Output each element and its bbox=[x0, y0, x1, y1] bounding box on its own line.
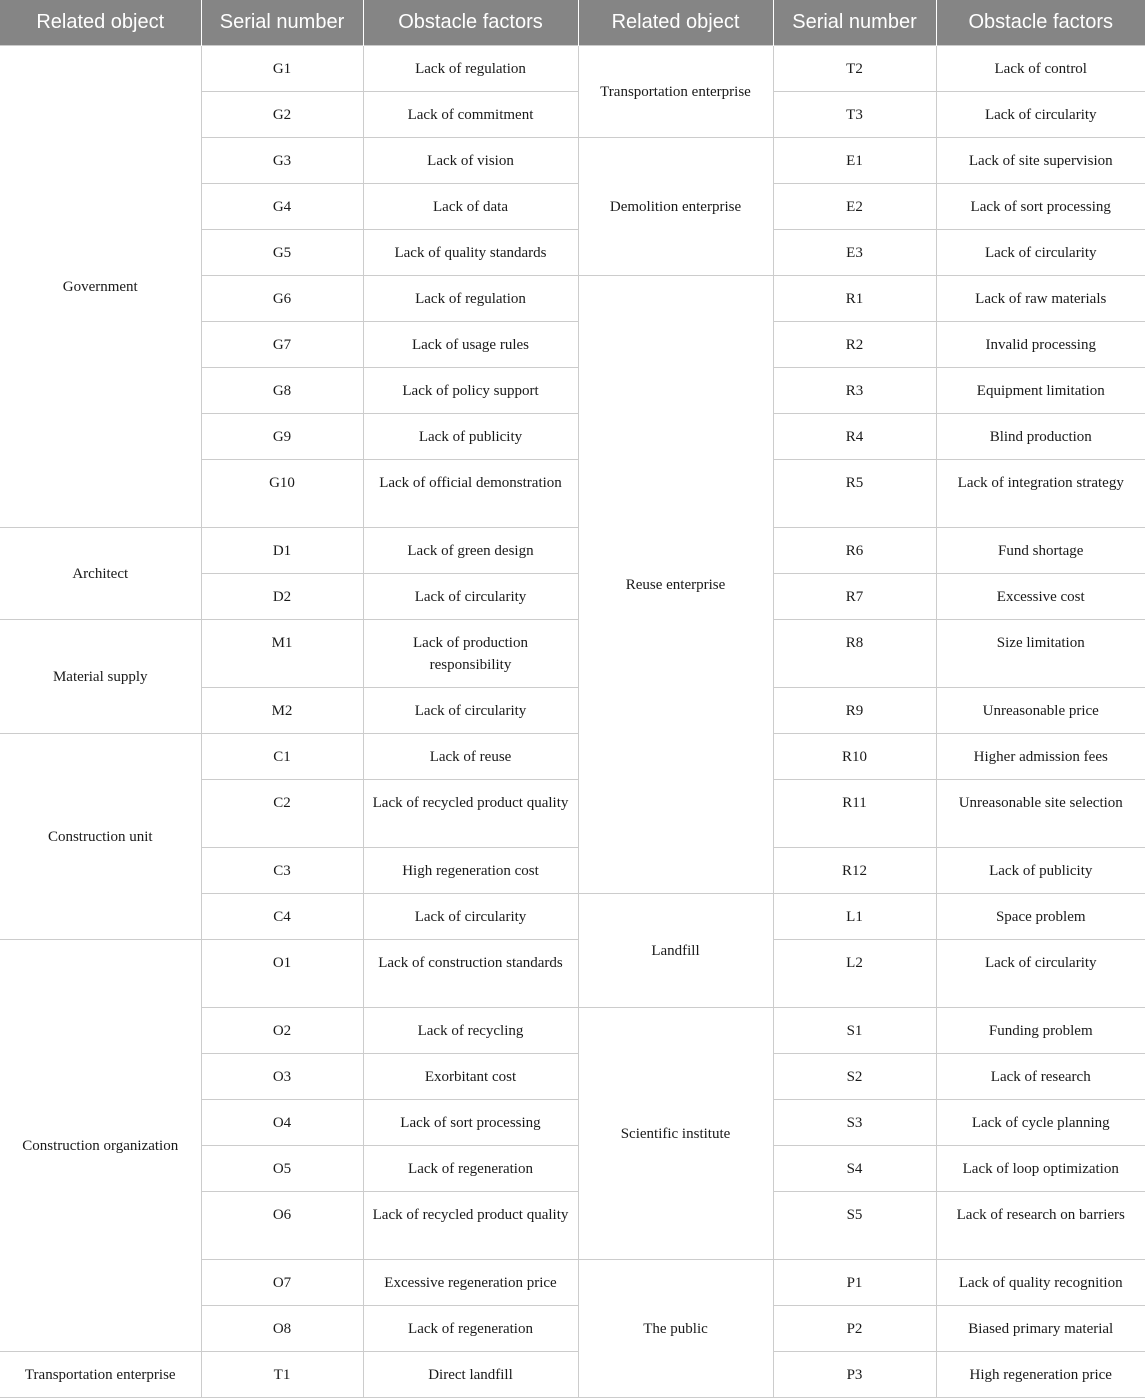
serial-cell: C1 bbox=[201, 734, 363, 780]
header-related-object-right: Related object bbox=[578, 0, 773, 46]
factor-cell: Lack of control bbox=[936, 46, 1145, 92]
serial-cell: S5 bbox=[773, 1192, 936, 1260]
serial-cell: S2 bbox=[773, 1054, 936, 1100]
serial-cell: R9 bbox=[773, 688, 936, 734]
group-cell-right: Transportation enterprise bbox=[578, 46, 773, 138]
serial-cell: R11 bbox=[773, 780, 936, 848]
serial-cell: C2 bbox=[201, 780, 363, 848]
serial-cell: D1 bbox=[201, 528, 363, 574]
table-row bbox=[0, 46, 1145, 92]
serial-cell: C3 bbox=[201, 848, 363, 894]
factor-cell: Lack of policy support bbox=[363, 368, 578, 414]
serial-cell: R12 bbox=[773, 848, 936, 894]
factor-cell: Lack of research on barriers bbox=[936, 1192, 1145, 1260]
serial-cell: O3 bbox=[201, 1054, 363, 1100]
serial-cell: G5 bbox=[201, 230, 363, 276]
factor-cell: High regeneration price bbox=[936, 1352, 1145, 1398]
factor-cell: Lack of circularity bbox=[363, 688, 578, 734]
serial-cell: C4 bbox=[201, 894, 363, 940]
table-row bbox=[0, 620, 1145, 688]
serial-cell: G4 bbox=[201, 184, 363, 230]
factor-cell: Lack of sort processing bbox=[936, 184, 1145, 230]
factor-cell: Funding problem bbox=[936, 1008, 1145, 1054]
table-row bbox=[0, 734, 1145, 780]
factor-cell: Lack of reuse bbox=[363, 734, 578, 780]
serial-cell: E1 bbox=[773, 138, 936, 184]
group-cell-right: Reuse enterprise bbox=[578, 276, 773, 894]
serial-cell: S1 bbox=[773, 1008, 936, 1054]
factor-cell: Lack of circularity bbox=[936, 230, 1145, 276]
factor-cell: High regeneration cost bbox=[363, 848, 578, 894]
group-cell-left: Transportation enterprise bbox=[0, 1352, 201, 1398]
group-cell-right: The public bbox=[578, 1260, 773, 1398]
serial-cell: G9 bbox=[201, 414, 363, 460]
factor-cell: Equipment limitation bbox=[936, 368, 1145, 414]
serial-cell: O1 bbox=[201, 940, 363, 1008]
factor-cell: Lack of construction standards bbox=[363, 940, 578, 1008]
header-row bbox=[0, 0, 1145, 46]
serial-cell: G1 bbox=[201, 46, 363, 92]
factor-cell: Lack of regeneration bbox=[363, 1146, 578, 1192]
serial-cell: T2 bbox=[773, 46, 936, 92]
factor-cell: Unreasonable price bbox=[936, 688, 1145, 734]
header-obstacle-factors-left: Obstacle factors bbox=[363, 0, 578, 46]
serial-cell: S3 bbox=[773, 1100, 936, 1146]
factor-cell: Exorbitant cost bbox=[363, 1054, 578, 1100]
serial-cell: R4 bbox=[773, 414, 936, 460]
group-cell-right: Scientific institute bbox=[578, 1008, 773, 1260]
serial-cell: R2 bbox=[773, 322, 936, 368]
serial-cell: G7 bbox=[201, 322, 363, 368]
serial-cell: P2 bbox=[773, 1306, 936, 1352]
serial-cell: R3 bbox=[773, 368, 936, 414]
factor-cell: Lack of usage rules bbox=[363, 322, 578, 368]
group-cell-left: Architect bbox=[0, 528, 201, 620]
serial-cell: L1 bbox=[773, 894, 936, 940]
factor-cell: Lack of recycling bbox=[363, 1008, 578, 1054]
factor-cell: Higher admission fees bbox=[936, 734, 1145, 780]
factor-cell: Lack of publicity bbox=[936, 848, 1145, 894]
factor-cell: Lack of production responsibility bbox=[363, 620, 578, 688]
factor-cell: Lack of regeneration bbox=[363, 1306, 578, 1352]
factor-cell: Fund shortage bbox=[936, 528, 1145, 574]
serial-cell: E3 bbox=[773, 230, 936, 276]
serial-cell: R8 bbox=[773, 620, 936, 688]
table-row bbox=[0, 940, 1145, 1008]
factor-cell: Excessive regeneration price bbox=[363, 1260, 578, 1306]
factor-cell: Lack of commitment bbox=[363, 92, 578, 138]
factor-cell: Size limitation bbox=[936, 620, 1145, 688]
header-serial-number-left: Serial number bbox=[201, 0, 363, 46]
header-related-object-left: Related object bbox=[0, 0, 201, 46]
factor-cell: Lack of quality recognition bbox=[936, 1260, 1145, 1306]
factor-cell: Lack of cycle planning bbox=[936, 1100, 1145, 1146]
factor-cell: Lack of circularity bbox=[363, 894, 578, 940]
serial-cell: R7 bbox=[773, 574, 936, 620]
serial-cell: P1 bbox=[773, 1260, 936, 1306]
serial-cell: P3 bbox=[773, 1352, 936, 1398]
header-obstacle-factors-right: Obstacle factors bbox=[936, 0, 1145, 46]
factor-cell: Lack of site supervision bbox=[936, 138, 1145, 184]
serial-cell: O2 bbox=[201, 1008, 363, 1054]
serial-cell: O4 bbox=[201, 1100, 363, 1146]
factor-cell: Lack of research bbox=[936, 1054, 1145, 1100]
factor-cell: Lack of recycled product quality bbox=[363, 1192, 578, 1260]
factor-cell: Lack of publicity bbox=[363, 414, 578, 460]
factor-cell: Space problem bbox=[936, 894, 1145, 940]
table-row bbox=[0, 1352, 1145, 1398]
serial-cell: R6 bbox=[773, 528, 936, 574]
serial-cell: O6 bbox=[201, 1192, 363, 1260]
group-cell-right: Landfill bbox=[578, 894, 773, 1008]
serial-cell: E2 bbox=[773, 184, 936, 230]
factor-cell: Excessive cost bbox=[936, 574, 1145, 620]
serial-cell: R5 bbox=[773, 460, 936, 528]
factor-cell: Lack of official demonstration bbox=[363, 460, 578, 528]
factor-cell: Biased primary material bbox=[936, 1306, 1145, 1352]
group-cell-left: Material supply bbox=[0, 620, 201, 734]
factor-cell: Lack of vision bbox=[363, 138, 578, 184]
serial-cell: M2 bbox=[201, 688, 363, 734]
serial-cell: S4 bbox=[773, 1146, 936, 1192]
factor-cell: Lack of recycled product quality bbox=[363, 780, 578, 848]
serial-cell: M1 bbox=[201, 620, 363, 688]
factor-cell: Lack of loop optimization bbox=[936, 1146, 1145, 1192]
table-row bbox=[0, 528, 1145, 574]
serial-cell: O8 bbox=[201, 1306, 363, 1352]
serial-cell: G6 bbox=[201, 276, 363, 322]
group-cell-left: Construction organization bbox=[0, 940, 201, 1352]
serial-cell: R10 bbox=[773, 734, 936, 780]
factor-cell: Lack of raw materials bbox=[936, 276, 1145, 322]
serial-cell: R1 bbox=[773, 276, 936, 322]
factor-cell: Lack of sort processing bbox=[363, 1100, 578, 1146]
factor-cell: Lack of circularity bbox=[936, 940, 1145, 1008]
serial-cell: T1 bbox=[201, 1352, 363, 1398]
factor-cell: Lack of quality standards bbox=[363, 230, 578, 276]
group-cell-right: Demolition enterprise bbox=[578, 138, 773, 276]
factor-cell: Invalid processing bbox=[936, 322, 1145, 368]
header-serial-number-right: Serial number bbox=[773, 0, 936, 46]
factor-cell: Lack of green design bbox=[363, 528, 578, 574]
factor-cell: Lack of regulation bbox=[363, 276, 578, 322]
serial-cell: G10 bbox=[201, 460, 363, 528]
serial-cell: G2 bbox=[201, 92, 363, 138]
factor-cell: Unreasonable site selection bbox=[936, 780, 1145, 848]
factor-cell: Lack of data bbox=[363, 184, 578, 230]
factor-cell: Lack of regulation bbox=[363, 46, 578, 92]
serial-cell: T3 bbox=[773, 92, 936, 138]
factor-cell: Direct landfill bbox=[363, 1352, 578, 1398]
factor-cell: Lack of circularity bbox=[936, 92, 1145, 138]
group-cell-left: Construction unit bbox=[0, 734, 201, 940]
serial-cell: G8 bbox=[201, 368, 363, 414]
serial-cell: L2 bbox=[773, 940, 936, 1008]
serial-cell: D2 bbox=[201, 574, 363, 620]
serial-cell: O7 bbox=[201, 1260, 363, 1306]
serial-cell: G3 bbox=[201, 138, 363, 184]
factor-cell: Lack of circularity bbox=[363, 574, 578, 620]
group-cell-left: Government bbox=[0, 46, 201, 528]
serial-cell: O5 bbox=[201, 1146, 363, 1192]
factor-cell: Blind production bbox=[936, 414, 1145, 460]
factor-cell: Lack of integration strategy bbox=[936, 460, 1145, 528]
